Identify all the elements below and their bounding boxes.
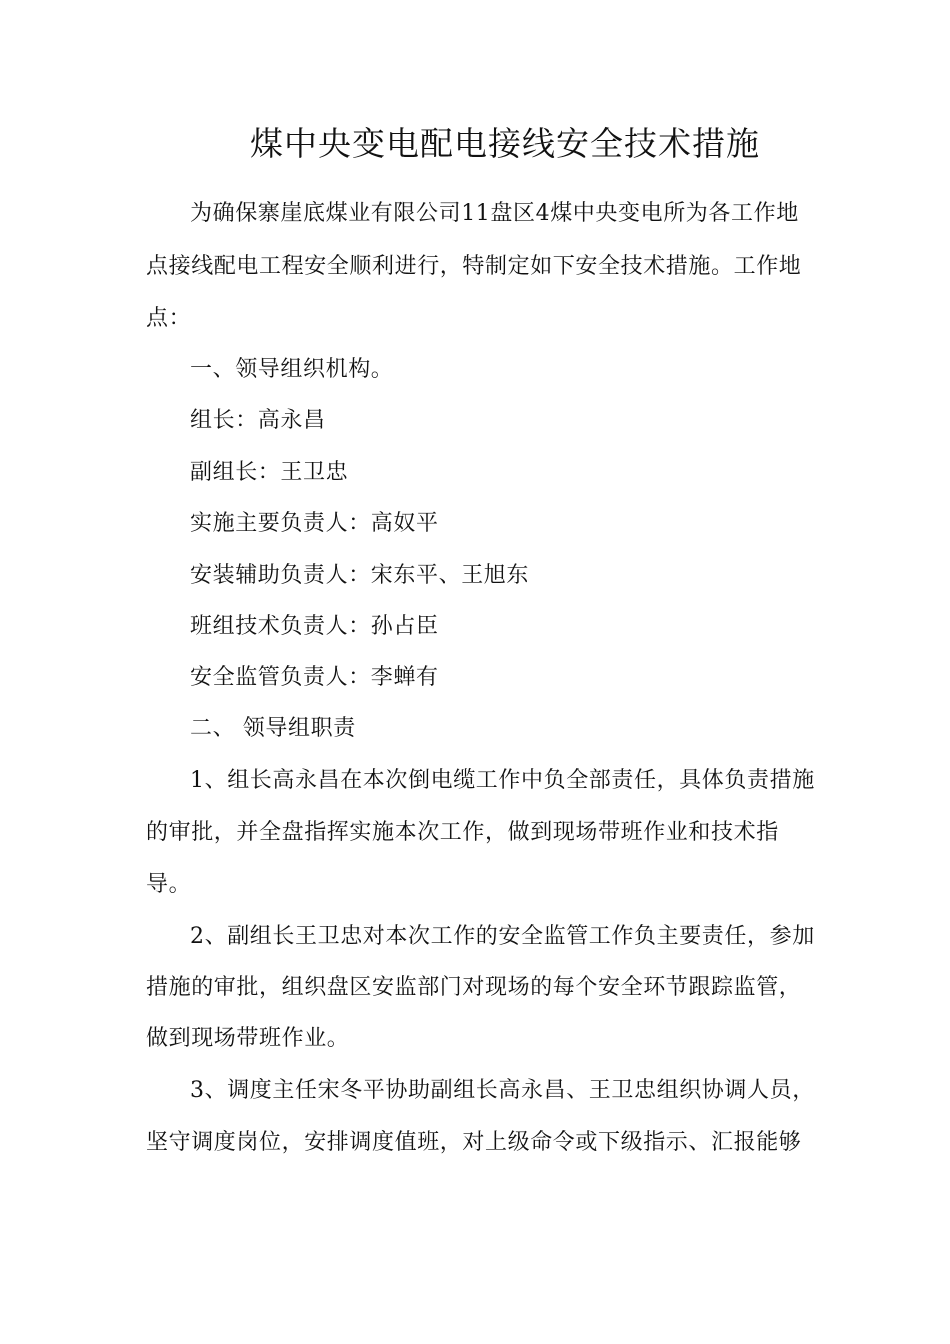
duty3-line-1: 3、调度主任宋冬平协助副组长高永昌、王卫忠组织协调人员，: [190, 1078, 815, 1103]
intro-line-2: 点接线配电工程安全顺利进行，特制定如下安全技术措施。工作地: [146, 254, 802, 279]
member-implementation-lead: 实施主要负责人：高奴平: [190, 511, 439, 536]
member-team-technical: 班组技术负责人：孙占臣: [190, 614, 439, 639]
member-installation-assist: 安装辅助负责人：宋东平、王旭东: [190, 563, 530, 588]
intro-line-1: 为确保寨崖底煤业有限公司11盘区4煤中央变电所为各工作地: [190, 201, 799, 226]
section-heading-duties: 二、 领导组职责: [190, 716, 356, 741]
section-heading-organization: 一、领导组织机构。: [190, 357, 394, 382]
duty2-line-1: 2、副组长王卫忠对本次工作的安全监管工作负主要责任，参加: [190, 924, 815, 949]
member-deputy-leader: 副组长：王卫忠: [190, 460, 349, 485]
document-title: 煤中央变电配电接线安全技术措施: [250, 124, 760, 163]
member-leader: 组长：高永昌: [190, 408, 326, 433]
duty1-line-2: 的审批，并全盘指挥实施本次工作，做到现场带班作业和技术指: [146, 820, 779, 845]
member-safety-supervision: 安全监管负责人：李蝉有: [190, 665, 439, 690]
duty1-line-1: 1、组长高永昌在本次倒电缆工作中负全部责任，具体负责措施: [190, 768, 815, 793]
duty3-line-2: 坚守调度岗位，安排调度值班，对上级命令或下级指示、汇报能够: [146, 1130, 802, 1155]
duty1-line-3: 导。: [146, 872, 192, 897]
duty2-line-2: 措施的审批，组织盘区安监部门对现场的每个安全环节跟踪监管，: [146, 975, 802, 1000]
duty2-line-3: 做到现场带班作业。: [146, 1026, 350, 1051]
intro-line-3: 点：: [146, 306, 192, 331]
